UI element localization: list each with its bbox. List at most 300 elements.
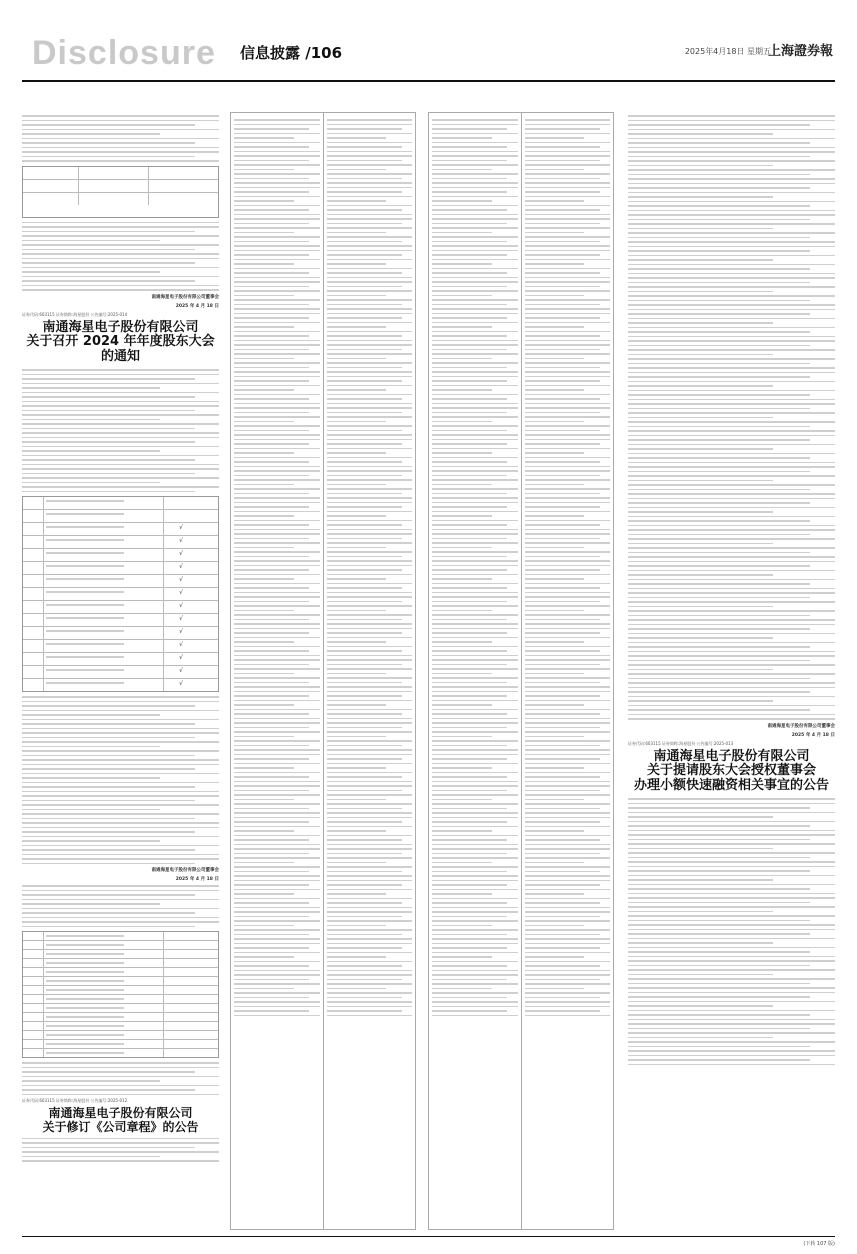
text-line [432,151,518,153]
text-line [432,376,518,378]
text-line [234,934,309,936]
text-line [234,434,320,436]
text-line [628,169,835,171]
text-line [628,543,773,545]
text-line [327,178,402,180]
text-line [432,781,518,783]
text-line [327,857,413,859]
table-row [23,653,218,666]
text-line [234,439,320,441]
text-line [432,286,507,288]
table-row [23,941,218,950]
text-line [432,556,507,558]
text-line [432,484,492,486]
text-line [432,173,518,175]
text-line [327,835,413,837]
text-line [525,137,585,139]
text-line [525,988,585,990]
text-line [327,547,387,549]
text-line [432,326,492,328]
text-line [327,484,387,486]
text-line [432,385,518,387]
text-line [525,425,611,427]
text-line [525,533,611,535]
text-line [327,641,387,643]
text-line [22,455,219,457]
text-line [432,475,507,477]
text-line [327,407,413,409]
text-line [628,502,810,504]
text-line [628,642,835,644]
text-line [525,970,611,972]
text-line [234,727,309,729]
text-line [327,538,402,540]
text-line [22,289,219,291]
text-line [22,750,219,752]
text-line [234,394,320,396]
text-line [525,326,585,328]
text-line [525,736,585,738]
text-line [525,862,585,864]
text-line [525,875,611,877]
text-line [234,763,320,765]
text-line [234,484,294,486]
text-line [234,259,320,261]
text-line [525,583,611,585]
text-line [628,448,773,450]
text-line [628,798,835,800]
text-line [432,164,518,166]
text-line [22,387,160,389]
text-line [22,813,219,815]
text-line [525,191,600,193]
text-line [628,696,835,698]
text-line [628,888,810,890]
text-line [432,821,507,823]
text-line [628,156,810,158]
text-line [432,389,492,391]
text-line [234,547,294,549]
text-line [22,1160,219,1162]
text-line [628,969,835,971]
table-row [23,510,218,523]
text-line [234,173,320,175]
text-line [525,934,600,936]
text-line [432,857,518,859]
text-line [432,430,507,432]
text-line [628,974,773,976]
text-line [432,119,518,121]
text-line [628,327,835,329]
text-line [22,1147,195,1149]
text-line [525,268,611,270]
text-line [327,200,387,202]
text-line [234,295,294,297]
text-line [327,758,402,760]
text-line [525,497,611,499]
text-line [628,924,835,926]
text-line [234,475,309,477]
column-5 [628,112,835,1232]
text-line [525,551,611,553]
text-line [628,498,835,500]
text-line [234,853,309,855]
text-line [525,322,611,324]
text-line [22,142,195,144]
text-line [432,853,507,855]
text-line [432,137,492,139]
proxy-table [22,931,219,1058]
text-line [628,417,773,419]
text-line [525,781,611,783]
text-line [432,889,518,891]
text-line [22,912,195,914]
text-line [234,493,309,495]
text-line [432,583,518,585]
text-line [234,812,320,814]
text-line [234,1015,320,1017]
text-line [234,947,309,949]
text-line [628,655,835,657]
text-line [432,295,492,297]
text-line [628,1055,835,1057]
text-line [432,403,518,405]
text-line [525,682,600,684]
text-line [234,272,309,274]
text-line [22,890,219,892]
text-line [327,236,413,238]
text-line [628,960,835,962]
text-line [525,776,600,778]
text-line [234,403,320,405]
text-line [327,142,413,144]
text-line [327,740,413,742]
text-line [628,246,835,248]
text-line [628,619,835,621]
text-line [525,709,611,711]
text-line [432,488,518,490]
text-line [22,809,160,811]
text-line [327,650,402,652]
text-line [22,732,219,734]
check-mark: √ [179,628,183,636]
text-line [234,367,309,369]
text-line [432,862,492,864]
text-line [22,1151,219,1153]
text-line [234,182,320,184]
text-line [234,596,320,598]
text-line [327,763,413,765]
text-line [234,898,320,900]
text-line [234,178,309,180]
text-line [234,443,309,445]
text-line [327,826,413,828]
table-row [23,1040,218,1049]
text-line [432,380,507,382]
text-line [234,938,320,940]
text-line [234,466,320,468]
text-line [432,610,492,612]
text-line [432,371,518,373]
text-line [327,461,402,463]
text-line [432,848,518,850]
text-line [22,396,195,398]
text-line [432,493,507,495]
text-line [432,578,492,580]
text-line [628,947,835,949]
text-line [525,659,611,661]
text-line [525,290,611,292]
text-line [432,506,507,508]
text-line [525,947,600,949]
text-line [234,637,320,639]
text-line [525,317,600,319]
text-line [525,434,611,436]
text-line [628,1050,835,1052]
table-row [23,968,218,977]
text-line [327,452,387,454]
text-line [432,898,518,900]
text-line [327,929,413,931]
text-line [432,452,492,454]
text-line [525,502,611,504]
text-line [432,722,518,724]
text-line [327,502,413,504]
text-line [327,799,387,801]
text-line [22,728,219,730]
text-line [234,529,320,531]
text-line [327,992,413,994]
text-line [628,525,835,527]
text-line [628,803,835,805]
text-line [327,416,413,418]
text-line [525,173,611,175]
table-row [23,977,218,986]
text-line [234,254,309,256]
text-line [327,781,413,783]
text-line [432,592,518,594]
text-line [525,479,611,481]
text-line [432,754,518,756]
text-line [432,740,518,742]
text-line [234,524,309,526]
text-line [525,907,611,909]
text-line [327,268,413,270]
text-line [525,281,611,283]
text-line [22,903,160,905]
text-line [525,763,611,765]
text-line [525,151,611,153]
text-line [628,444,835,446]
text-line [525,218,611,220]
text-line [22,276,219,278]
text-line [234,358,294,360]
text-line [432,596,518,598]
text-line [628,412,835,414]
text-line [628,718,835,720]
text-line [327,263,387,265]
text-line [525,853,600,855]
text-line [525,331,611,333]
text-line [327,646,413,648]
text-line [628,857,810,859]
text-line [234,704,294,706]
text-line [432,331,518,333]
text-line [22,369,219,371]
text-line [234,416,320,418]
text-line [432,254,507,256]
text-line [525,722,611,724]
text-line [234,214,320,216]
text-line [628,259,773,261]
text-line [234,461,309,463]
text-line [525,812,611,814]
text-line [525,565,611,567]
text-line [628,875,835,877]
text-line [327,542,413,544]
text-line [234,209,309,211]
text-line [628,390,835,392]
text-line [327,259,413,261]
text-line [234,196,320,198]
text-line [327,776,402,778]
amendment-table [428,112,614,1230]
text-line [234,146,309,148]
text-line [628,825,810,827]
text-line [327,965,402,967]
text-line [628,1059,810,1061]
table-row [23,627,218,640]
text-line [22,401,219,403]
text-line [628,1032,835,1034]
text-line [432,268,518,270]
text-line [327,749,413,751]
text-line [525,160,600,162]
text-line [234,385,320,387]
check-mark: √ [179,589,183,597]
text-line [628,691,810,693]
text-line [525,358,585,360]
text-line [22,124,195,126]
text-line [234,749,320,751]
text-line [327,322,413,324]
text-line [628,336,835,338]
text-line [234,659,320,661]
text-line [525,938,611,940]
text-line [525,182,611,184]
text-line [234,844,320,846]
text-line [628,538,835,540]
text-line [234,308,320,310]
text-line [327,493,402,495]
text-line [432,871,507,873]
text-line [327,916,402,918]
text-line [234,317,309,319]
text-line [327,398,402,400]
text-line [628,516,835,518]
text-line [628,812,835,814]
text-line [234,151,320,153]
masthead-rule [22,80,835,82]
notice-company: 南通海星电子股份有限公司 [42,319,199,335]
text-line [327,952,413,954]
text-line [525,241,600,243]
text-line [327,290,413,292]
text-line [327,844,413,846]
text-line [432,893,492,895]
text-line [432,529,518,531]
text-line [22,719,219,721]
text-line [525,898,611,900]
text-line [525,695,600,697]
text-line [525,839,600,841]
text-line [234,412,309,414]
text-line [234,790,309,792]
text-line [327,515,387,517]
text-line [525,637,611,639]
text-line [525,277,611,279]
text-line [234,470,320,472]
text-line [628,830,835,832]
text-line [432,182,518,184]
table-row [23,932,218,941]
text-line [628,183,835,185]
text-line [525,646,611,648]
text-line [525,803,611,805]
text-line [22,858,219,860]
text-line [22,156,195,158]
text-line [327,925,387,927]
table-row [23,950,218,959]
text-line [327,497,413,499]
text-line [234,241,309,243]
text-line [22,138,219,140]
text-line [525,349,600,351]
text-line [234,142,320,144]
text-line [628,471,810,473]
text-line [234,902,309,904]
text-line [525,1001,611,1003]
text-line [628,237,810,239]
text-line [525,614,611,616]
text-line [432,907,518,909]
text-line [525,488,611,490]
text-line [234,268,320,270]
text-line [432,632,507,634]
text-line [628,142,810,144]
table-row [23,1022,218,1031]
text-line [327,286,402,288]
text-line [628,839,810,841]
text-line [525,911,611,913]
text-line [525,628,611,630]
text-line [234,965,309,967]
text-line [22,129,219,131]
text-line [628,165,773,167]
text-line [525,916,600,918]
text-line [628,583,810,585]
text-line [628,115,835,117]
text-line [234,286,309,288]
check-mark: √ [179,667,183,675]
text-line [628,574,773,576]
text-line [525,821,600,823]
text-line [234,344,320,346]
text-line [432,983,518,985]
text-line [327,713,402,715]
text-line [234,745,309,747]
text-line [22,419,160,421]
